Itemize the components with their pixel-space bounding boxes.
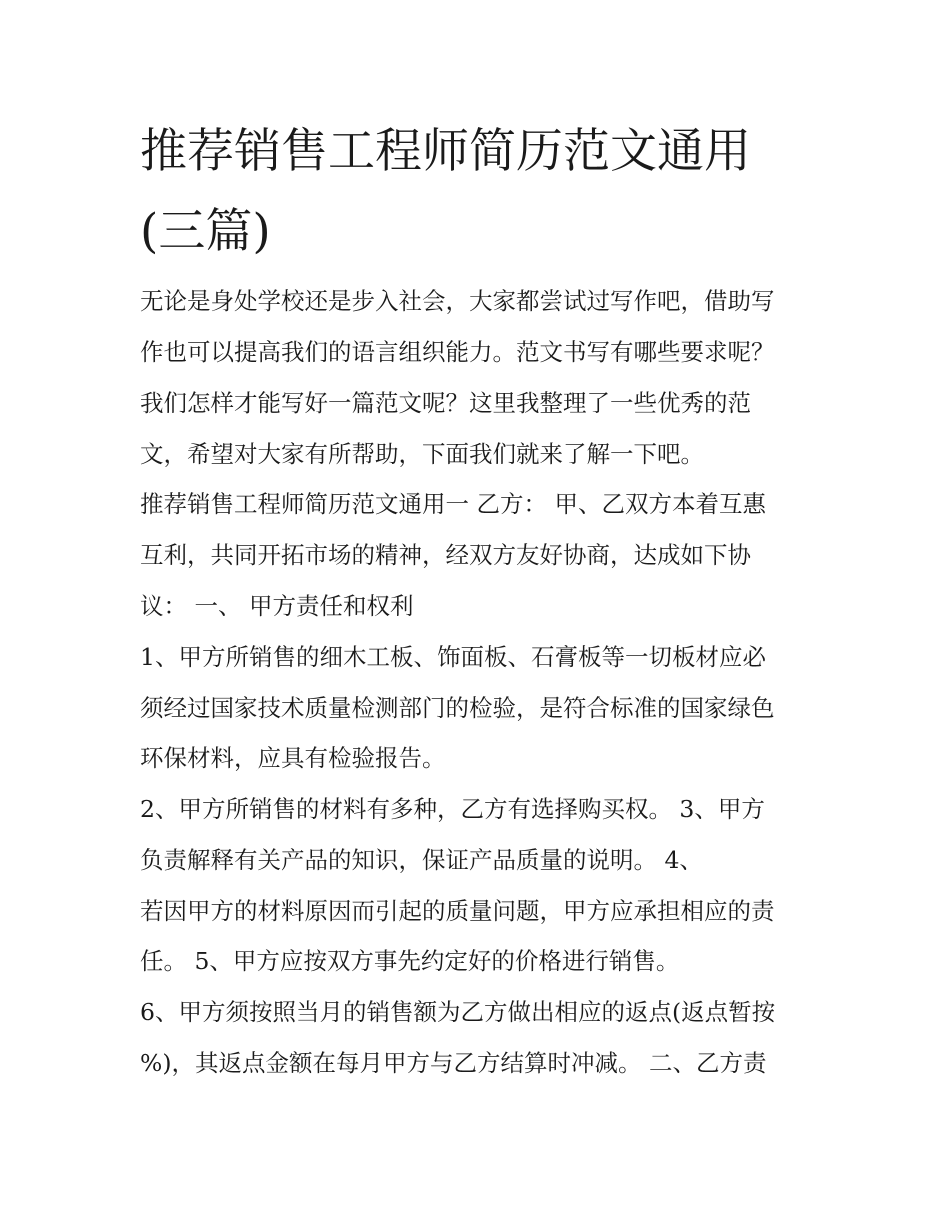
body-line-6: 互利，共同开拓市场的精神，经双方友好协商，达成如下协 (140, 541, 751, 569)
body-line-7: 议： 一、 甲方责任和权利 (140, 592, 414, 620)
body-line-4: 文，希望对大家有所帮助，下面我们就来了解一下吧。 (140, 440, 704, 468)
body-line-12: 负责解释有关产品的知识，保证产品质量的说明。 4、 (140, 846, 703, 874)
title-line-2: (三篇) (140, 204, 271, 259)
body-line-9: 须经过国家技术质量检测部门的检验，是符合标准的国家绿色 (140, 694, 775, 722)
body-line-5: 推荐销售工程师简历范文通用一 乙方： 甲、乙双方本着互惠 (140, 490, 766, 518)
page-title (140, 112, 820, 272)
body-line-14: 任。 5、甲方应按双方事先约定好的价格进行销售。 (140, 947, 680, 975)
body-line-11: 2、甲方所销售的材料有多种，乙方有选择购买权。 3、甲方 (140, 795, 765, 823)
title-line-1: 推荐销售工程师简历范文通用 (140, 124, 751, 179)
body-line-10: 环保材料，应具有检验报告。 (140, 744, 446, 772)
body-line-16: %)，其返点金额在每月甲方与乙方结算时冲减。 二、乙方责 (140, 1049, 767, 1077)
body-line-15: 6、甲方须按照当月的销售额为乙方做出相应的返点(返点暂按 (140, 998, 776, 1026)
body-line-3: 我们怎样才能写好一篇范文呢？这里我整理了一些优秀的范 (140, 389, 751, 417)
body-line-8: 1、甲方所销售的细木工板、饰面板、石膏板等一切板材应必 (140, 643, 766, 671)
body-line-13: 若因甲方的材料原因而引起的质量问题，甲方应承担相应的责 (140, 897, 775, 925)
body-line-2: 作也可以提高我们的语言组织能力。范文书写有哪些要求呢？ (140, 338, 775, 366)
body-line-1: 无论是身处学校还是步入社会，大家都尝试过写作吧，借助写 (140, 287, 775, 315)
